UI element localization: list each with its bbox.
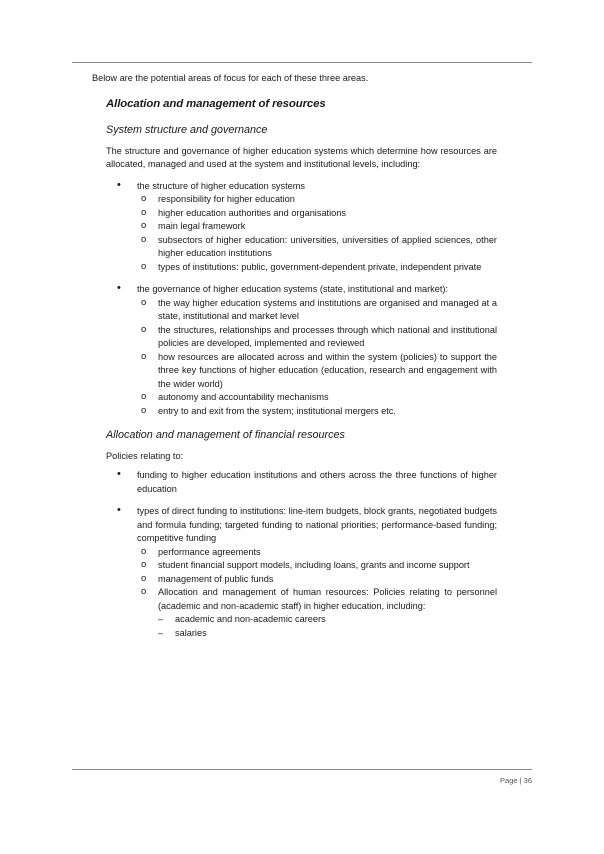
list-item-text: main legal framework [158,221,246,231]
list-item-text: the structures, relationships and processes through which national and institutional policies are developed, implemented and reviewed [158,324,497,348]
list-item [137,297,497,324]
list-item [137,391,497,405]
bullet-disc-icon: • [117,282,121,294]
bullet-circle-icon: o [141,296,147,308]
list-item-text: funding to higher education institutions and others across the three functions of higher education [137,470,497,494]
list-item [137,405,497,419]
bullet-circle-icon: o [141,404,147,416]
list-item-text: higher education authorities and organisations [158,207,346,218]
list-item [137,573,497,587]
header-rule [72,62,532,63]
list-item-text: Allocation and management of human resources: Policies relating to personnel (academic and non-academic staff) in higher education, including: [158,587,497,611]
sub-list [137,297,497,419]
subsection-paragraph-structure: The structure and governance of higher education systems which determine how resources are allocated, managed and used at the system and institutional levels, including: [106,145,497,169]
financial-list [106,469,497,640]
document-body [72,72,532,649]
bullet-circle-icon: o [141,586,147,597]
bullet-dash-icon: – [158,614,164,624]
list-item-text: the way higher education systems and institutions are organised and managed at a state, institutional and market level [158,297,497,321]
subsection-title-financial: Allocation and management of financial resources [106,429,345,441]
list-item [106,505,497,640]
list-item [137,324,497,351]
bullet-circle-icon: o [141,233,147,245]
list-item [106,283,497,418]
list-item [137,261,497,275]
list-item [158,627,497,641]
intro-text: Below are the potential areas of focus for each of these three areas. [92,73,369,83]
list-item-text: subsectors of higher education: universities, universities of applied sciences, other higher education institutions [158,234,497,258]
list-item-text: responsibility for higher education [158,194,295,204]
bullet-circle-icon: o [141,350,147,362]
list-item-text: the structure of higher education systems [137,180,306,191]
list-item [137,559,497,573]
bullet-circle-icon: o [141,559,147,570]
list-item [158,613,497,627]
list-item [137,220,497,234]
list-item [137,193,497,207]
sub-list [158,613,497,640]
list-item-text: how resources are allocated across and within the system (policies) to support the three key functions of higher education (education, research and engagement with the wider world) [158,351,497,389]
list-item [106,180,497,275]
list-item-text: types of institutions: public, government-dependent private, independent private [158,261,482,272]
bullet-circle-icon: o [141,193,147,204]
bullet-circle-icon: o [141,572,147,584]
list-item-text: the governance of higher education systems (state, institutional and market): [137,284,449,294]
structure-list [106,180,497,419]
list-item [106,469,497,496]
list-item-text: academic and non-academic careers [175,614,326,624]
section-title: Allocation and management of resources [106,97,326,110]
bullet-circle-icon: o [141,545,147,557]
list-item [137,351,497,392]
bullet-circle-icon: o [141,206,147,218]
bullet-circle-icon: o [141,391,147,402]
bullet-disc-icon: • [117,468,121,480]
bullet-dash-icon: – [158,627,164,638]
list-item-text: entry to and exit from the system; institutional mergers etc. [158,405,396,416]
section-allocation [106,98,497,641]
sub-list [137,193,497,274]
sub-list [137,546,497,641]
footer-rule [72,769,532,770]
bullet-circle-icon: o [141,220,147,231]
bullet-circle-icon: o [141,260,147,272]
bullet-circle-icon: o [141,323,147,335]
subsection-paragraph-financial: Policies relating to: [106,450,184,461]
bullet-disc-icon: • [117,504,121,516]
list-item-text: salaries [175,627,207,638]
page-number: Page | 36 [500,776,532,785]
list-item [137,546,497,560]
subsection-title-structure: System structure and governance [106,124,268,136]
list-item [137,586,497,640]
list-item-text: management of public funds [158,573,274,584]
bullet-disc-icon: • [117,178,121,191]
list-item [137,207,497,221]
list-item-text: performance agreements [158,546,261,557]
list-item-text: autonomy and accountability mechanisms [158,392,329,402]
list-item [137,234,497,261]
list-item-text: types of direct funding to institutions: line-item budgets, block grants, negotiated budgets and formula funding; targeted funding to national priorities; performance-based funding; competitive funding [137,506,497,543]
list-item-text: student financial support models, including loans, grants and income support [158,560,470,570]
